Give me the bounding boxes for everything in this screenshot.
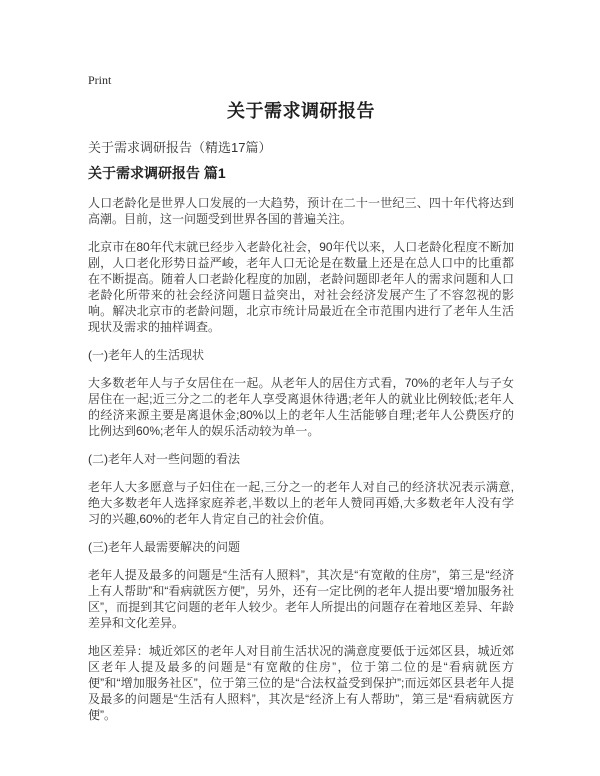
paragraph-background: 北京市在80年代末就已经步入老龄化社会，90年代以来，人口老龄化程度不断加剧，人口老化形势日益严峻，老年人口无论是在数量上还是在总人口中的比重都在不断提高。随着人口老龄化程度的加剧，老龄问题即老年人的需求问题和人口老龄化所带来的社会经济问题日益突出，对社会经济发展产生了不容忽视的影响。解决北京市的老龄问题，北京市统计局最近在全市范围内进行了老年人生活现状及需求的抽样调查。 <box>88 240 514 334</box>
subheading-opinions: (二)老年人对一些问题的看法 <box>88 452 240 466</box>
paragraph-intro: 人口老龄化是世界人口发展的一大趋势，预计在二十一世纪三、四十年代将达到高潮。目前，这一问题受到世界各国的普遍关注。 <box>88 196 514 226</box>
subheading-living-status: (一)老年人的生活现状 <box>88 348 204 362</box>
paragraph-problems: 老年人提及最多的问题是“生活有人照料”，其次是“有宽敞的住房”，第三是“经济上有人帮助”和“看病就医方便”，另外，还有一定比例的老年人提出要“增加服务社区”，而提到其它问题的老年人较少。老年人所提出的问题存在着地区差异、年龄差异和文化差异。 <box>88 568 514 630</box>
paragraph-regional-differences: 地区差异：城近郊区的老年人对目前生活状况的满意度要低于远郊区县，城近郊区老年人提及最多的问题是“有宽敞的住房”，位于第二位的是“看病就医方便”和“增加服务社区”，位于第三位的是“合法权益受到保护”;而远郊区县老年人提及最多的问题是“生活有人照料”，其次是“经济上有人帮助”，第三是“看病就医方便”。 <box>88 644 514 722</box>
subheading-problems: (三)老年人最需要解决的问题 <box>88 540 240 554</box>
document-subtitle: 关于需求调研报告（精选17篇） <box>88 140 272 155</box>
paragraph-living-status: 大多数老年人与子女居住在一起。从老年人的居住方式看，70%的老年人与子女居住在一起;近三分之二的老年人享受离退休待遇;老年人的就业比例较低;老年人的经济来源主要是离退休金;80%以上的老年人生活能够自理;老年人公费医疗的比例达到60%;老年人的娱乐活动较为单一。 <box>88 376 514 438</box>
page-title: 关于需求调研报告 <box>227 101 375 121</box>
document-content <box>88 71 514 723</box>
article-heading-part1: 关于需求调研报告 篇1 <box>88 165 226 181</box>
paragraph-opinions: 老年人大多愿意与子妇住在一起,三分之一的老年人对自己的经济状况表示满意,绝大多数老年人选择家庭养老,半数以上的老年人赞同再婚,大多数老年人没有学习的兴趣,60%的老年人肯定自己的社会价值。 <box>88 480 514 526</box>
print-link[interactable]: Print <box>88 73 112 87</box>
